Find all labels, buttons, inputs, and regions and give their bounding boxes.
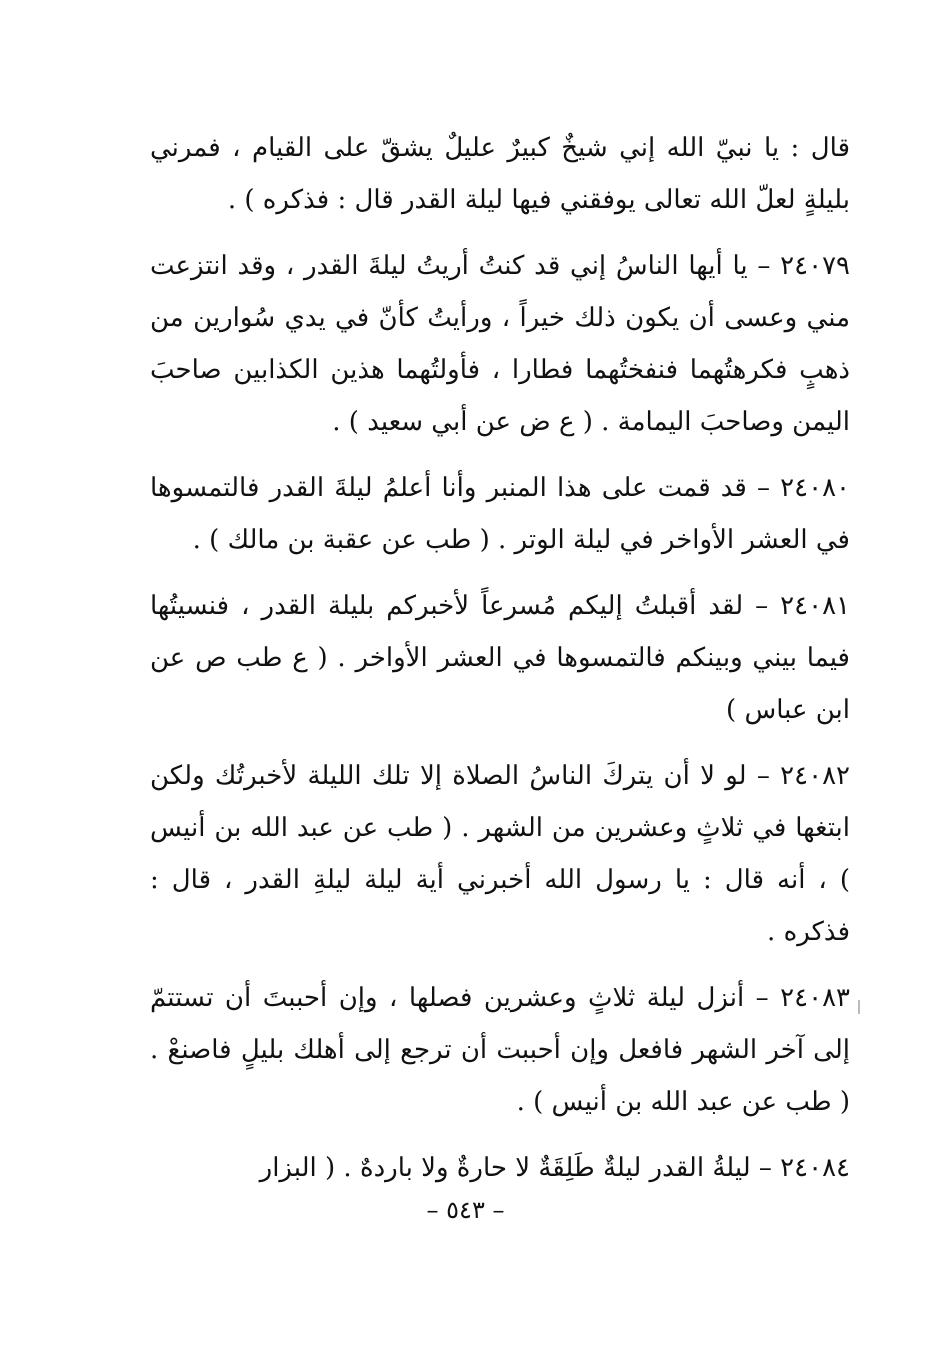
paragraph-text: – يا أيها الناسُ إني قد كنتُ أريتُ ليلةَ القدر ، وقد انتزعت مني وعسى أن يكون ذلك خيراً ، ورأيتُ كأنّ في يدي سُوارين من ذهبٍ فكرهتُهما فنفختُهما فطارا ، فأولتُهما هذين الكذابين صاحبَ اليمن وصاحبَ اليمامة . ( ع ض عن أبي سعيد ) . — [150, 251, 850, 437]
hadith-number: ٢٤٠٨٢ — [780, 761, 850, 791]
hadith-24083 — [150, 972, 850, 1128]
hadith-24084 — [150, 1142, 850, 1194]
hadith-24081 — [150, 580, 850, 736]
document-body — [150, 122, 850, 1208]
hadith-number: ٢٤٠٨٣ — [780, 983, 850, 1013]
paragraph-text: قال : يا نبيّ الله إني شيخٌ كبيرٌ عليلٌ يشقّ على القيام ، فمرني بليلةٍ لعلّ الله تعالى يوفقني فيها ليلة القدر قال : فذكره ) . — [150, 133, 850, 215]
paragraph-text: – قد قمت على هذا المنبر وأنا أعلمُ ليلةَ القدر فالتمسوها في العشر الأواخر في ليلة الوتر . ( طب عن عقبة بن مالك ) . — [150, 473, 850, 555]
paragraph-continuation — [150, 122, 850, 226]
hadith-number: ٢٤٠٨١ — [780, 591, 850, 621]
hadith-24080 — [150, 462, 850, 566]
paragraph-text: – أنزل ليلة ثلاثٍ وعشرين فصلها ، وإن أحببتَ أن تستتمّ إلى آخر الشهر فافعل وإن أحببت أن ترجع إلى أهلك بليلٍ فاصنعْ . ( طب عن عبد الله بن أنيس ) . — [150, 983, 850, 1117]
hadith-24082 — [150, 750, 850, 958]
hadith-24079 — [150, 240, 850, 448]
paragraph-text: – ليلةُ القدر ليلةٌ طَلِقَةٌ لا حارةٌ ولا باردهٌ . ( البزار — [259, 1153, 781, 1183]
paragraph-text: – لو لا أن يتركَ الناسُ الصلاة إلا تلك الليلة لأخبرتُك ولكن ابتغها في ثلاثٍ وعشرين من الشهر . ( طب عن عبد الله بن أنيس ) ، أنه قال : يا رسول الله أخبرني أية ليلة ليلةِ القدر ، قال : فذكره . — [150, 761, 850, 947]
page-number: – ٥٤٣ – — [426, 1196, 505, 1224]
paragraph-text: – لقد أقبلتُ إليكم مُسرعاً لأخبركم بليلة القدر ، فنسيتُها فيما بيني وبينكم فالتمسوها في العشر الأواخر . ( ع طب ص عن ابن عباس ) — [150, 591, 850, 725]
hadith-number: ٢٤٠٨٠ — [780, 473, 850, 503]
hadith-number: ٢٤٠٨٤ — [780, 1153, 850, 1183]
scan-mark — [858, 1000, 860, 1014]
hadith-number: ٢٤٠٧٩ — [780, 251, 850, 281]
